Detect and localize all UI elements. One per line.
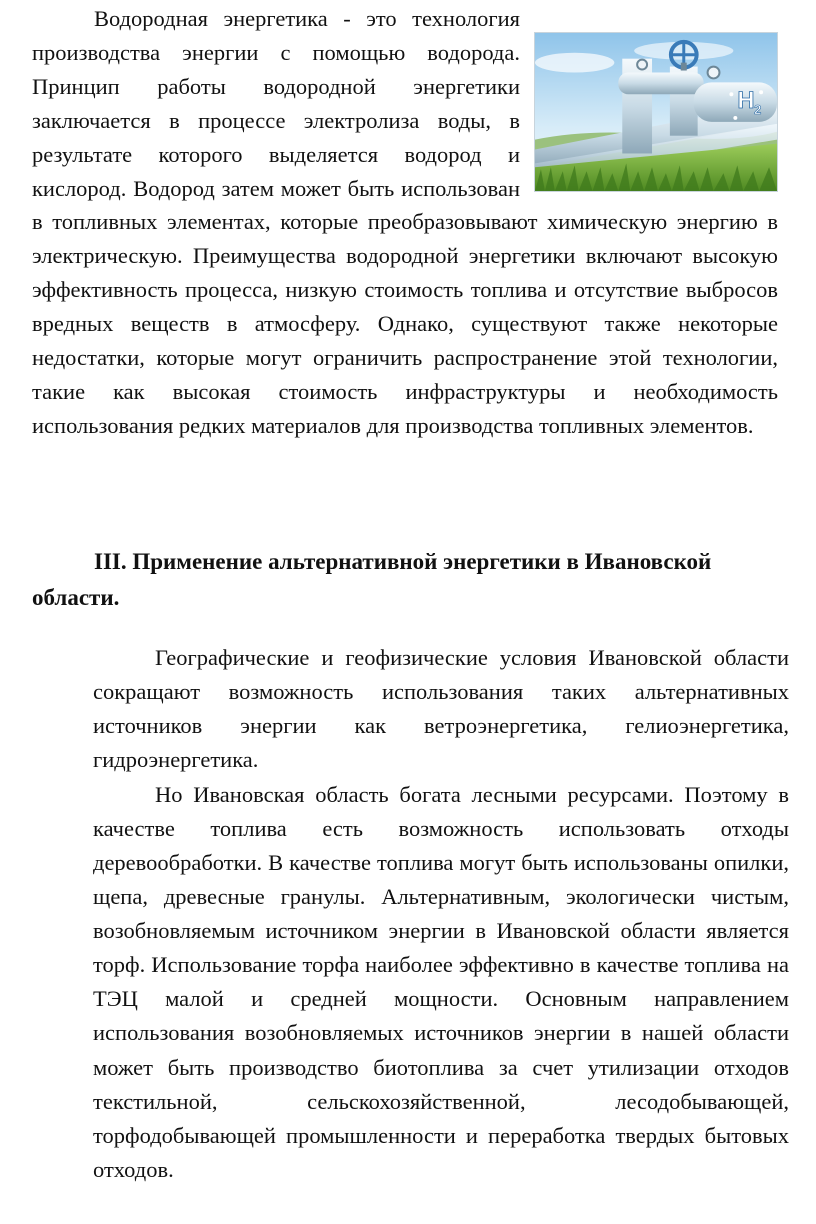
- h2-label-sub: 2: [754, 102, 762, 117]
- hydrogen-pipeline-illustration: [535, 33, 777, 191]
- section-body: [93, 641, 789, 1187]
- section-heading: [32, 544, 732, 616]
- intro-paragraph-block: [32, 2, 778, 443]
- hydrogen-pipeline-image: [534, 32, 778, 192]
- section-heading-text: III. Применение альтернативной энергетики в Ивановской области.: [32, 549, 712, 610]
- body-paragraph-resources: Но Ивановская область богата лесными ресурсами. Поэтому в качестве топлива есть возможность использовать отходы деревообработки. В качестве топлива могут быть использованы опилки, щепа, древесные гранулы. Альтернативным, экологически чистым, возобновляемым источником энергии в Ивановской области является торф. Использование торфа наиболее эффективно в качестве топлива на ТЭЦ малой и средней мощности. Основным направлением использования возобновляемых источников энергии в нашей области может быть производство биотоплива за счет утилизации отходов текстильной, сельскохозяйственной, лесодобывающей, торфодобывающей промышленности и переработка твердых бытовых отходов.: [93, 781, 789, 1182]
- body-paragraph-geography: Географические и геофизические условия Ивановской области сокращают возможность использования таких альтернативных источников энергии как ветроэнергетика, гелиоэнергетика, гидроэнергетика.: [93, 645, 789, 773]
- intro-paragraph: Водородная энергетика - это технология производства энергии с помощью водорода. Принцип работы водородной энергетики заключается в процессе электролиза воды, в результате которого выделяется водород и кислород. Водород затем может быть использован в топливных элементах, которые преобразовывают химическую энергию в электрическую. Преимущества водородной энергетики включают высокую эффективность процесса, низкую стоимость топлива и отсутствие выбросов вредных веществ в атмосферу. Однако, существуют также некоторые недостатки, которые могут ограничить распространение этой технологии, такие как высокая стоимость инфраструктуры и необходимость использования редких материалов для производства топливных элементов.: [32, 6, 778, 438]
- h2-label-main: H: [737, 87, 755, 115]
